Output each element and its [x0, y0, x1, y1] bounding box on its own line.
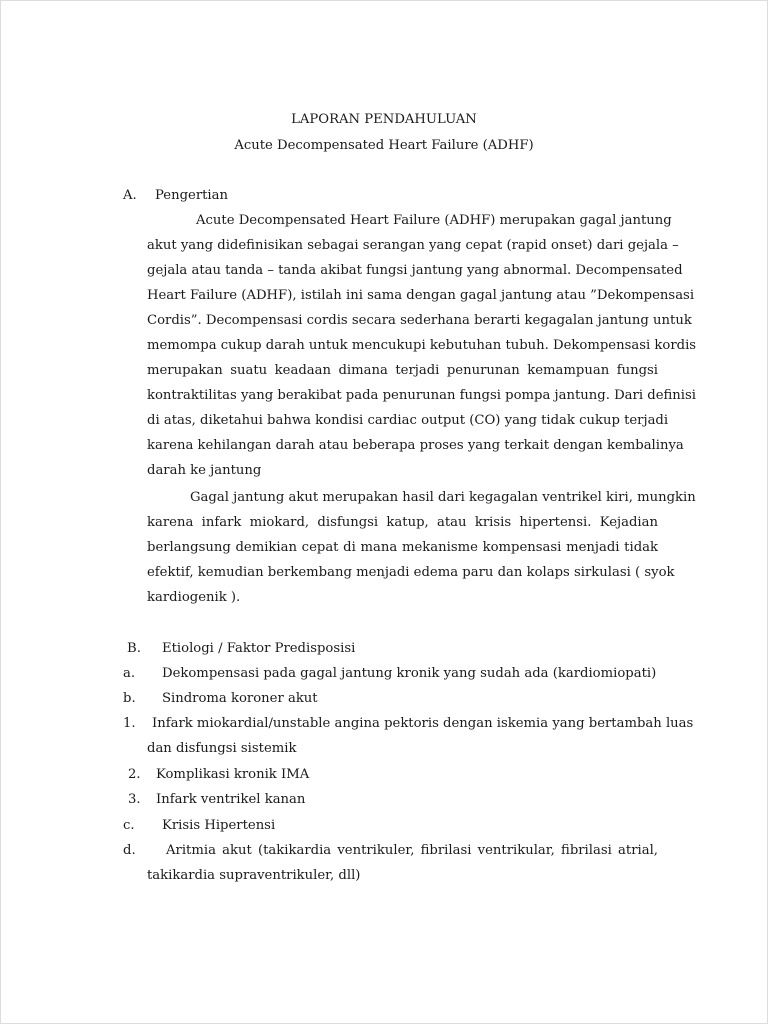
- list-item-marker: c.: [123, 818, 135, 833]
- paragraph-line: di atas, diketahui bahwa kondisi cardiac output (CO) yang tidak cukup terjadi: [147, 413, 669, 428]
- paragraph-line: Acute Decompensated Heart Failure (ADHF) merupakan gagal jantung: [196, 213, 672, 228]
- paragraph-line: Gagal jantung akut merupakan hasil dari kegagalan ventrikel kiri, mungkin: [190, 490, 696, 505]
- paragraph-line: karena infark miokard, disfungsi katup, atau krisis hipertensi. Kejadian: [147, 515, 658, 530]
- section-a-heading: Pengertian: [155, 188, 229, 203]
- paragraph-line: berlangsung demikian cepat di mana mekanisme kompensasi menjadi tidak: [147, 540, 658, 555]
- document-subtitle: Acute Decompensated Heart Failure (ADHF): [234, 138, 534, 153]
- section-b-heading: Etiologi / Faktor Predisposisi: [162, 641, 356, 656]
- section-a-marker: A.: [123, 188, 137, 203]
- document-title: LAPORAN PENDAHULUAN: [291, 112, 477, 127]
- paragraph-line: efektif, kemudian berkembang menjadi edema paru dan kolaps sirkulasi ( syok: [147, 565, 675, 580]
- paragraph-line: akut yang didefinisikan sebagai serangan yang cepat (rapid onset) dari gejala –: [147, 238, 679, 253]
- paragraph-line: Heart Failure (ADHF), istilah ini sama dengan gagal jantung atau ”Dekompensasi: [147, 288, 695, 303]
- paragraph-line: karena kehilangan darah atau beberapa proses yang terkait dengan kembalinya: [147, 438, 684, 453]
- list-item-continuation: dan disfungsi sistemik: [147, 741, 297, 756]
- list-item: Sindroma koroner akut: [162, 691, 318, 706]
- list-item-marker: 2.: [128, 767, 141, 782]
- list-item-marker: b.: [123, 691, 136, 706]
- list-item-continuation: takikardia supraventrikuler, dll): [147, 868, 361, 883]
- list-item: Dekompensasi pada gagal jantung kronik yang sudah ada (kardiomiopati): [162, 666, 657, 681]
- paragraph-line: kardiogenik ).: [147, 590, 241, 605]
- list-item-marker: d.: [123, 843, 136, 858]
- paragraph-line: memompa cukup darah untuk mencukupi kebutuhan tubuh. Dekompensasi kordis: [147, 338, 697, 353]
- paragraph-line: merupakan suatu keadaan dimana terjadi penurunan kemampuan fungsi: [147, 363, 658, 378]
- section-b-marker: B.: [127, 641, 141, 656]
- paragraph-line: kontraktilitas yang berakibat pada penurunan fungsi pompa jantung. Dari definisi: [147, 388, 696, 403]
- list-item-marker: 1.: [123, 716, 136, 731]
- list-item: Aritmia akut (takikardia ventrikuler, fibrilasi ventrikular, fibrilasi atrial,: [166, 843, 658, 858]
- list-item: Infark miokardial/unstable angina pektoris dengan iskemia yang bertambah luas: [152, 716, 694, 731]
- list-item-marker: a.: [123, 666, 136, 681]
- list-item-marker: 3.: [128, 792, 141, 807]
- list-item: Krisis Hipertensi: [162, 818, 276, 833]
- list-item: Komplikasi kronik IMA: [156, 767, 310, 782]
- paragraph-line: darah ke jantung: [147, 463, 262, 478]
- paragraph-line: Cordis”. Decompensasi cordis secara sederhana berarti kegagalan jantung untuk: [147, 313, 692, 328]
- paragraph-line: gejala atau tanda – tanda akibat fungsi jantung yang abnormal. Decompensated: [147, 263, 683, 278]
- list-item: Infark ventrikel kanan: [156, 792, 306, 807]
